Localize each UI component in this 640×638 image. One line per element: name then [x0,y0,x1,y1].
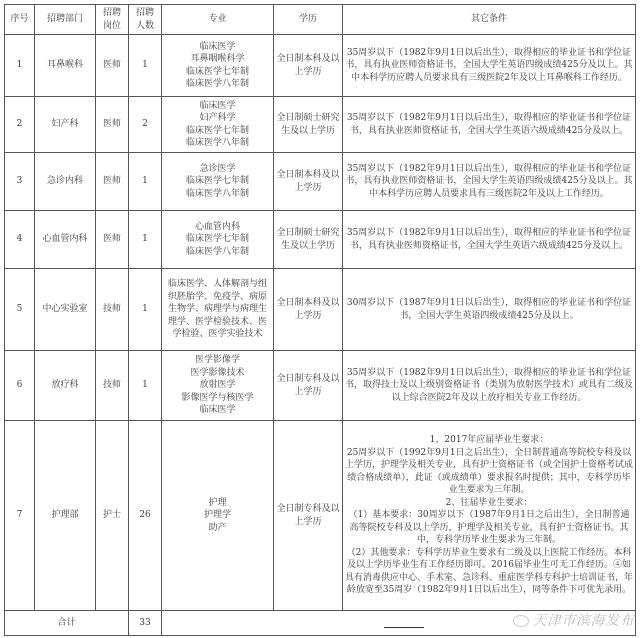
table-row [5,421,636,611]
recruitment-table [4,4,636,636]
watermark-text: 天津市滨海发布 [532,613,634,629]
watermark [513,610,635,630]
cell-no: 4 [5,211,35,269]
cell-position: 护士 [96,421,129,611]
cell-no: 5 [5,269,35,351]
cell-other: 35周岁以下（1982年9月1日以后出生），取得相应的毕业证书和学位证书，具有执业医师资格证书，全国大学生英语四级成绩425分及以上。其中本科学历应聘人员要求具有三级医院2年及以上工作经历。 [343,153,636,211]
cell-dept: 中心实验室 [35,269,96,351]
cell-major [162,35,274,97]
cell-other: 35周岁以下（1982年9月1日以后出生），取得相应的毕业证书和学位证书，具有执业医师资格证书，全国大学生英语四级成绩425分及以上。其中本科学历应聘人员要求具有三级医院2年及以上耳鼻喉科工作经历。 [343,35,636,97]
other-line: 1、2017年应届毕业生要求： [429,435,549,446]
cell-dept: 护理部 [35,421,96,611]
cell-no: 1 [5,35,35,97]
cell-position: 医师 [96,97,129,153]
cell-no: 6 [5,351,35,421]
cell-position: 技师 [96,351,129,421]
major-item: 医学影像学 [194,355,240,366]
major-item: 急诊医学 [199,163,236,174]
cell-position: 医师 [96,153,129,211]
header-no: 序号 [5,5,35,35]
cell-education: 全日制硕士研究生及以上学历 [274,97,343,153]
cell-position: 医师 [96,35,129,97]
header-major: 专业 [162,5,274,35]
table-header-row [5,5,636,35]
cell-other: 35周岁以下（1982年9月1日以后出生），取得相应的毕业证书和学位证书，具有执业医师资格证书，全国大学生英语六级成绩425分及以上。 [343,97,636,153]
major-item: 临床医学七年制 [185,66,249,77]
cell-other [343,421,636,611]
header-dept: 招聘部门 [35,5,96,35]
major-item: 影像医学与核医学 [181,392,254,403]
major-item: 心血管内科 [194,221,240,232]
header-education: 学历 [274,5,343,35]
major-item: 临床医学八年制 [185,188,249,199]
cell-other: 35周岁以下（1982年9月1日以后出生），取得相应的毕业证书和学位证书，取得技士及以上级别资格证书（类别为放射医学技术）或具有二级及以上综合医院2年及以上放疗相关专业工作经历。 [343,351,636,421]
cell-major [162,421,274,611]
major-item: 耳鼻咽喉科学 [190,54,245,64]
other-line: （2）其他要求：专科学历毕业生要求有二级及以上医院工作经历。本科及以上学历毕业生有工作经历即可。2016届毕业生可无工作经历。④如具有消毒供应中心、手术室、急诊科、重症医学科专科护士培训证书，年龄放宽至35周岁（1982年9月1日以后出生），同等条件下可优先录用。 [345,547,634,596]
cell-count: 1 [129,351,162,421]
major-item: 临床医学八年制 [185,79,249,89]
cell-position: 技师 [96,269,129,351]
other-line: （1）基本要求：30周岁以下（1987年9月1日之后出生），全日制普通高等院校专科及以上学历，护理学及相关专业，具有护士资格证书。其中，专科学历毕业生要求为三年制。 [348,510,630,546]
header-position: 招聘岗位 [96,5,129,35]
cell-other: 35周岁以下（1982年9月1日以后出生），取得相应的毕业证书和学位证书，具有执业医师资格证书，全国大学生英语六级成绩425分及以上。 [343,211,636,269]
cell-no: 2 [5,97,35,153]
major-item: 临床医学七年制 [185,234,249,245]
cell-education: 全日制本科及以上学历 [274,153,343,211]
cell-count: 2 [129,97,162,153]
cell-major: 临床医学、人体解剖与组织胚胎学、免疫学、病原生物学、病理学与病理生理学、医学检验技术、医学检验、医学实验技术 [162,269,274,351]
table-row [5,269,636,351]
cell-count: 1 [129,269,162,351]
major-item: 医学影像技术 [190,367,245,378]
cell-count: 26 [129,421,162,611]
cell-major [162,153,274,211]
header-other: 其它条件 [343,5,636,35]
major-item: 放射医学 [199,380,236,391]
cell-position: 医师 [96,211,129,269]
cell-no: 3 [5,153,35,211]
major-item: 临床医学七年制 [185,125,249,136]
major-item: 临床医学 [199,41,236,52]
major-item: 护理 [208,497,227,508]
other-line: 2、往届毕业生要求： [445,497,533,508]
cell-dept: 放疗科 [35,351,96,421]
major-item: 护理学 [203,510,231,521]
underline-divider [384,627,424,628]
major-item: 妇产科学 [199,113,236,123]
cell-other: 30周岁以下（1987年9月1日以后出生），取得相应的毕业证书和学位证书，全国大学生英语四级成绩425分及以上。 [343,269,636,351]
cell-education: 全日制本科及以上学历 [274,35,343,97]
table-row [5,35,636,97]
major-item: 助产 [208,522,227,533]
cell-education: 全日制本科及以上学历 [274,269,343,351]
total-label: 合计 [5,611,129,636]
cell-count: 1 [129,211,162,269]
cell-dept: 急诊内科 [35,153,96,211]
major-item: 临床医学 [199,100,236,111]
cell-count: 1 [129,153,162,211]
cell-dept: 耳鼻喉科 [35,35,96,97]
cell-count: 1 [129,35,162,97]
major-item: 临床医学七年制 [185,176,249,187]
cell-major [162,211,274,269]
cell-major [162,351,274,421]
major-item: 临床医学 [199,405,236,416]
table-row [5,153,636,211]
table-row [5,97,636,153]
cell-dept: 心血管内科 [35,211,96,269]
major-item: 临床医学八年制 [185,246,249,257]
table-row [5,351,636,421]
cell-education: 全日制专科及以上学历 [274,421,343,611]
other-line: 25周岁以下（1992年9月1日之后出生），全日制普通高等院校专科及以上学历，护理学及相关专业，具有护士资格证书（或全国护士资格考试成绩合格成绩单），此证（或成绩单）要求报名时提供；其中，专科学历毕业生要求为三年制。 [345,447,634,496]
cell-education: 全日制硕士研究生及以上学历 [274,211,343,269]
header-count: 招聘人数 [129,5,162,35]
cell-major [162,97,274,153]
cell-dept: 妇产科 [35,97,96,153]
table-row [5,211,636,269]
cell-education: 全日制专科及以上学历 [274,351,343,421]
cell-no: 7 [5,421,35,611]
total-count: 33 [129,611,162,636]
major-item: 临床医学八年制 [185,138,249,148]
wechat-logo-icon [513,615,529,627]
